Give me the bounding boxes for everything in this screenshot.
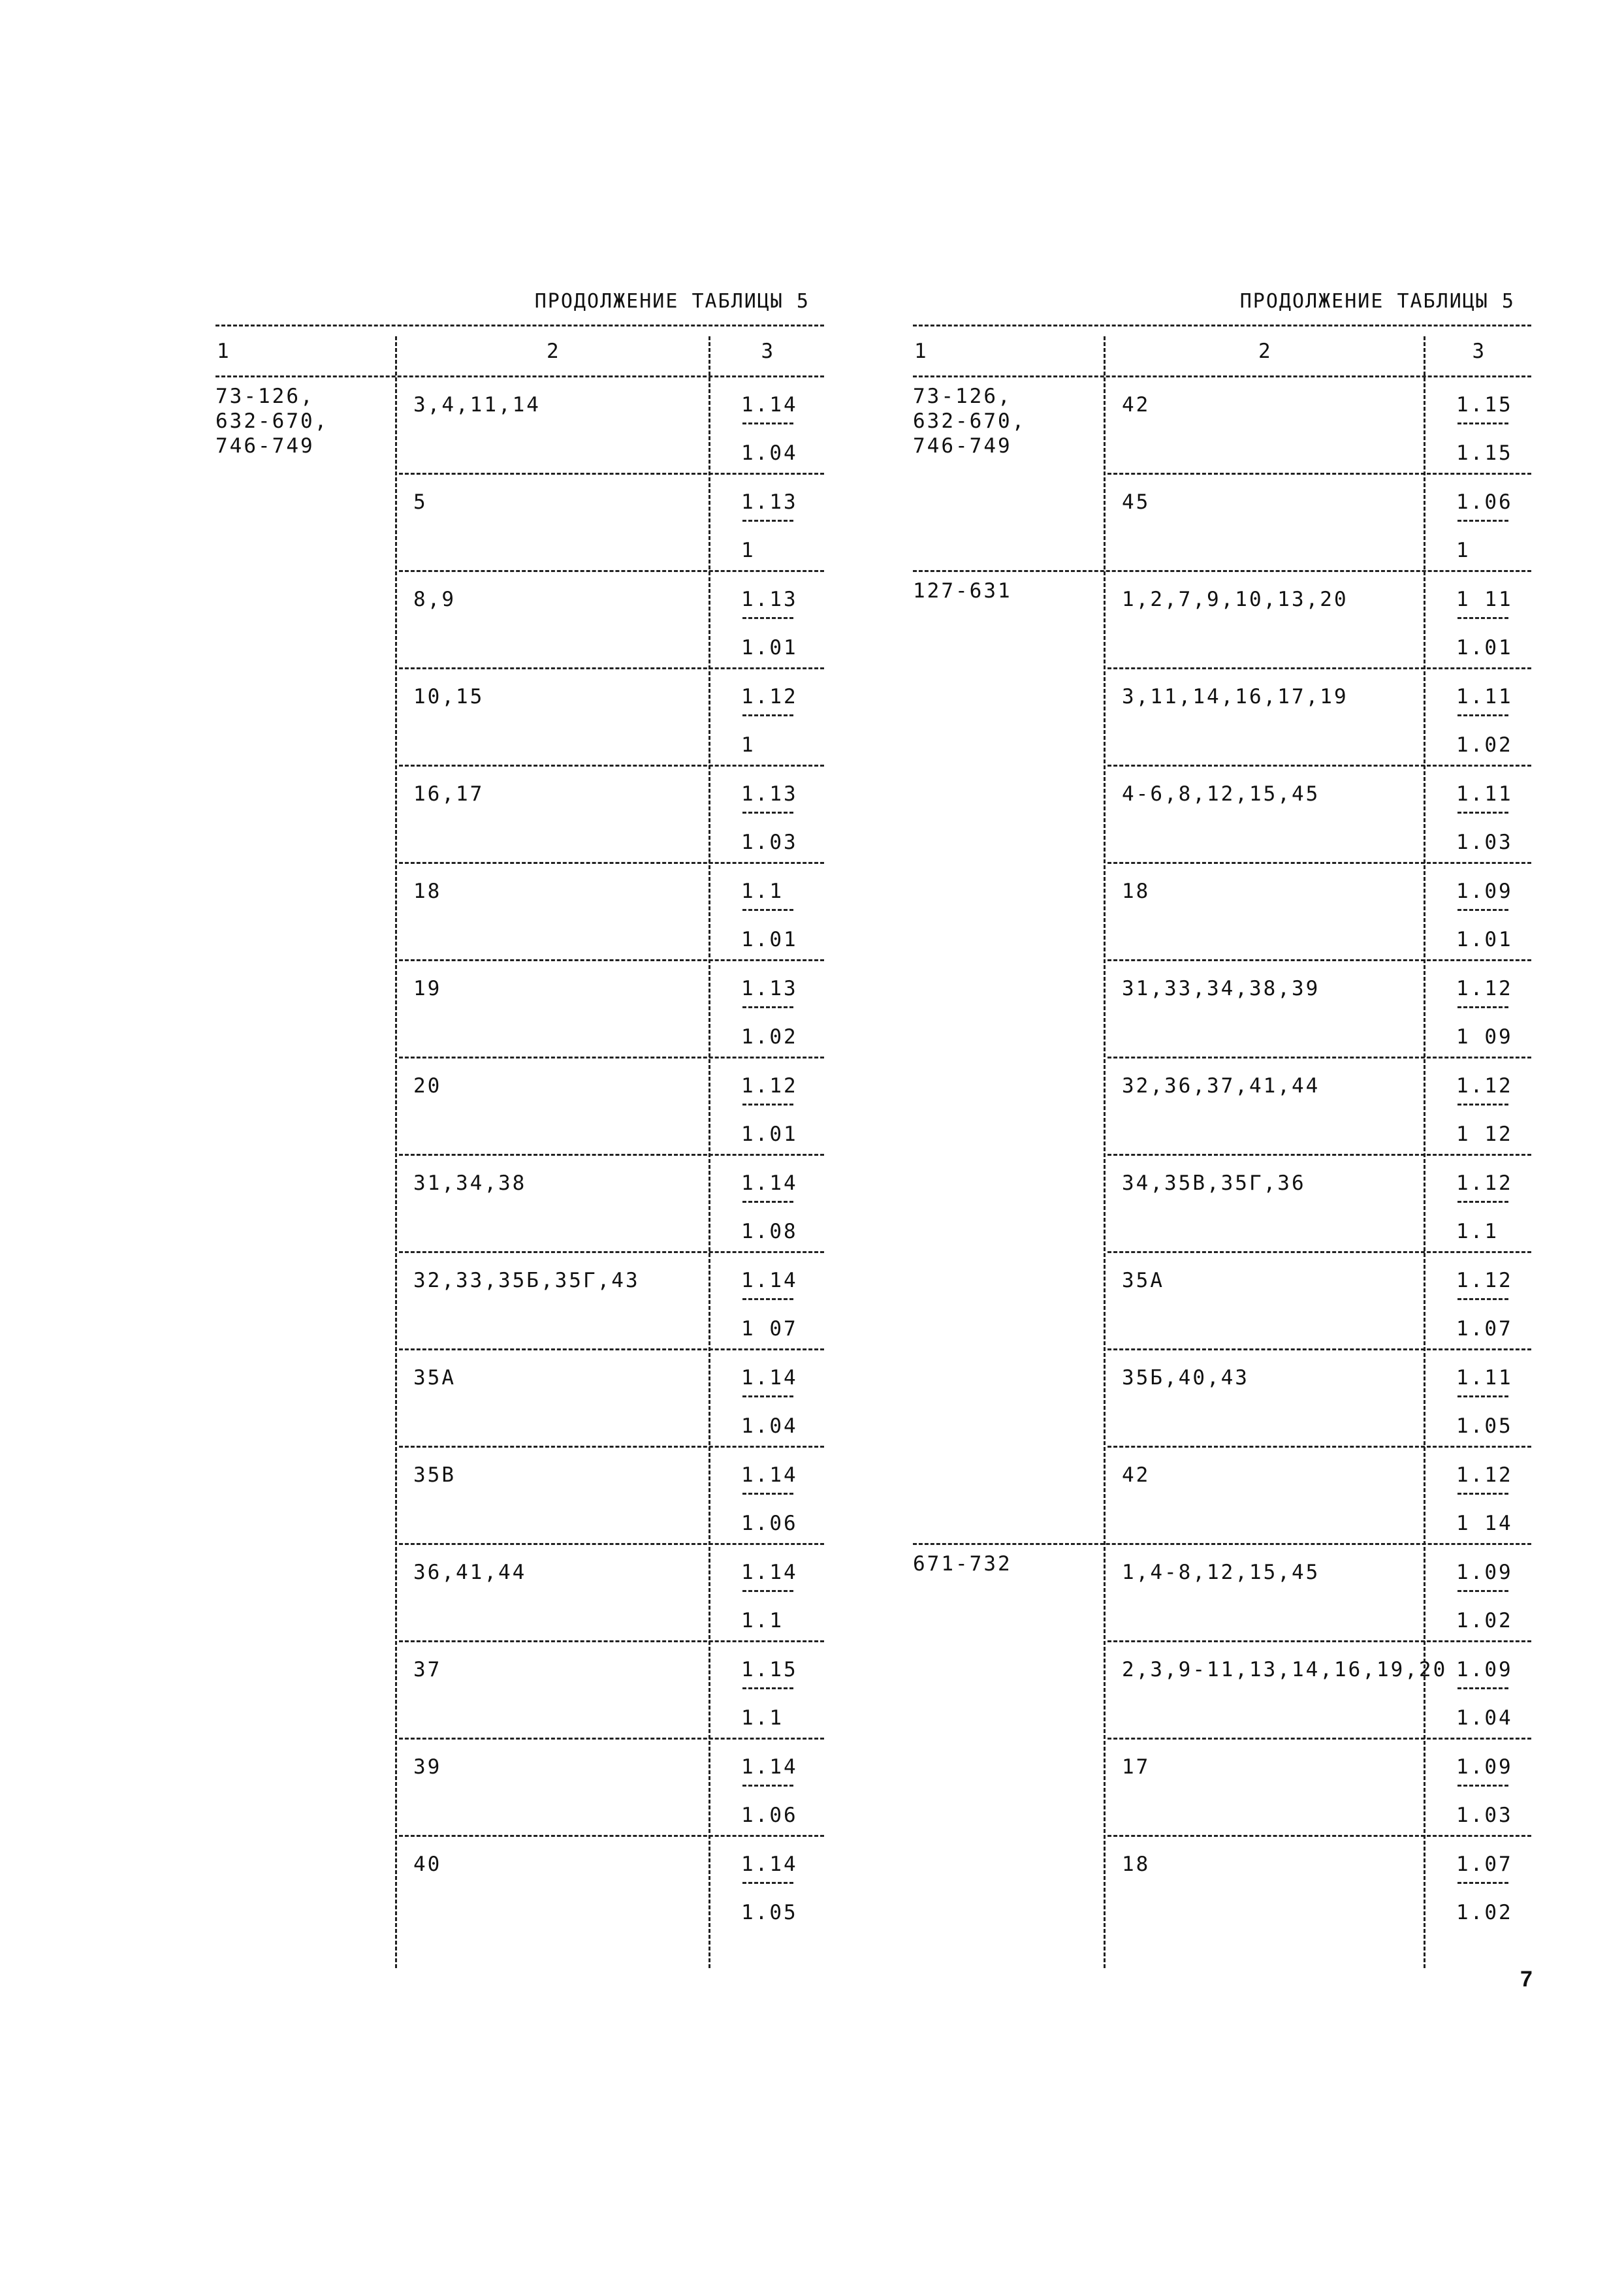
row-separator <box>399 765 824 767</box>
ratio-denominator: 1.1 <box>1456 1220 1499 1243</box>
ratio-bar <box>1457 909 1508 911</box>
ratio-denominator: 1 <box>741 733 756 757</box>
row-separator <box>1107 959 1531 961</box>
column-header-2: 2 <box>547 340 561 363</box>
ratio-numerator: 1.14 <box>741 1171 798 1195</box>
cell-column-2: 16,17 <box>413 782 485 806</box>
cell-column-2: 10,15 <box>413 685 485 708</box>
ratio-bar <box>742 1006 793 1008</box>
ratio-denominator: 1.05 <box>741 1901 798 1924</box>
ratio-numerator: 1.12 <box>1456 1171 1513 1195</box>
ratio-bar <box>1457 1006 1508 1008</box>
cell-column-2: 31,34,38 <box>413 1171 527 1195</box>
row-separator <box>399 1154 824 1156</box>
ratio-numerator: 1.1 <box>741 880 784 903</box>
ratio-bar <box>742 422 793 424</box>
ratio-denominator: 1.15 <box>1456 441 1513 465</box>
ratio-numerator: 1.09 <box>1456 1658 1513 1681</box>
ratio-denominator: 1 12 <box>1456 1122 1513 1146</box>
ratio-numerator: 1.12 <box>741 685 798 708</box>
ratio-numerator: 1.11 <box>1456 782 1513 806</box>
column-header-1: 1 <box>914 340 929 363</box>
ratio-denominator: 1.04 <box>1456 1706 1513 1730</box>
row-separator <box>1107 1640 1531 1642</box>
cell-column-2: 4-6,8,12,15,45 <box>1122 782 1320 806</box>
ratio-bar <box>1457 1882 1508 1884</box>
cell-column-2: 18 <box>1122 1853 1151 1876</box>
column-divider-2 <box>709 336 710 1968</box>
column-header-3: 3 <box>1472 340 1487 363</box>
ratio-numerator: 1.09 <box>1456 1755 1513 1779</box>
ratio-bar <box>1457 812 1508 814</box>
row-separator <box>1107 1057 1531 1058</box>
ratio-bar <box>742 1493 793 1495</box>
ratio-bar <box>1457 617 1508 619</box>
row-separator <box>399 570 824 572</box>
cell-column-2: 32,36,37,41,44 <box>1122 1074 1320 1098</box>
ratio-bar <box>742 1104 793 1106</box>
row-separator <box>399 1543 824 1545</box>
ratio-numerator: 1.09 <box>1456 1561 1513 1584</box>
ratio-bar <box>1457 520 1508 522</box>
ratio-denominator: 1.03 <box>1456 1804 1513 1827</box>
cell-column-2: 32,33,35Б,35Г,43 <box>413 1269 640 1292</box>
column-divider-1 <box>395 336 397 1968</box>
table-caption: ПРОДОЛЖЕНИЕ ТАБЛИЦЫ 5 <box>534 290 810 313</box>
cell-column-2: 1,4-8,12,15,45 <box>1122 1561 1320 1584</box>
ratio-numerator: 1.14 <box>741 1853 798 1876</box>
column-divider-1 <box>1104 336 1106 1968</box>
ratio-numerator: 1.15 <box>1456 393 1513 417</box>
ratio-numerator: 1.14 <box>741 1463 798 1487</box>
header-top-rule <box>215 325 824 326</box>
ratio-denominator: 1 07 <box>741 1317 798 1341</box>
ratio-numerator: 1.12 <box>1456 1269 1513 1292</box>
header-bottom-rule <box>913 375 1531 377</box>
row-separator <box>1107 667 1531 669</box>
ratio-denominator: 1.06 <box>741 1512 798 1535</box>
group-range-label: 73-126, 632-670, 746-749 <box>913 385 1027 458</box>
ratio-bar <box>1457 1395 1508 1397</box>
group-range-label: 73-126, 632-670, 746-749 <box>215 385 329 458</box>
ratio-numerator: 1.14 <box>741 1269 798 1292</box>
ratio-denominator: 1 14 <box>1456 1512 1513 1535</box>
ratio-bar <box>1457 1687 1508 1689</box>
ratio-denominator: 1 <box>1456 539 1471 562</box>
row-separator <box>1107 1835 1531 1837</box>
row-separator <box>399 1835 824 1837</box>
cell-column-2: 36,41,44 <box>413 1561 527 1584</box>
ratio-denominator: 1.08 <box>741 1220 798 1243</box>
row-separator <box>399 1251 824 1253</box>
ratio-denominator: 1 09 <box>1456 1025 1513 1049</box>
column-header-2: 2 <box>1258 340 1273 363</box>
ratio-bar <box>742 1298 793 1300</box>
header-top-rule <box>913 325 1531 326</box>
cell-column-2: 40 <box>413 1853 442 1876</box>
row-separator <box>399 1640 824 1642</box>
cell-column-2: 18 <box>1122 880 1151 903</box>
row-separator <box>399 1738 824 1740</box>
row-separator <box>399 1348 824 1350</box>
ratio-bar <box>1457 1298 1508 1300</box>
group-range-label: 671-732 <box>913 1552 1012 1576</box>
ratio-denominator: 1.02 <box>1456 1901 1513 1924</box>
row-separator <box>1107 862 1531 864</box>
ratio-bar <box>742 1882 793 1884</box>
ratio-denominator: 1.01 <box>1456 636 1513 660</box>
cell-column-2: 35В <box>413 1463 456 1487</box>
ratio-numerator: 1 11 <box>1456 588 1513 611</box>
row-separator <box>399 473 824 475</box>
ratio-denominator: 1.02 <box>1456 733 1513 757</box>
ratio-denominator: 1.02 <box>741 1025 798 1049</box>
ratio-denominator: 1.04 <box>741 441 798 465</box>
cell-column-2: 3,4,11,14 <box>413 393 541 417</box>
row-separator <box>399 667 824 669</box>
ratio-numerator: 1.12 <box>1456 977 1513 1000</box>
ratio-denominator: 1.06 <box>741 1804 798 1827</box>
ratio-bar <box>1457 1590 1508 1592</box>
ratio-numerator: 1.11 <box>1456 685 1513 708</box>
ratio-numerator: 1.09 <box>1456 880 1513 903</box>
ratio-bar <box>742 520 793 522</box>
ratio-numerator: 1.12 <box>1456 1074 1513 1098</box>
ratio-numerator: 1.11 <box>1456 1366 1513 1390</box>
ratio-bar <box>1457 1104 1508 1106</box>
header-bottom-rule <box>215 375 824 377</box>
ratio-numerator: 1.15 <box>741 1658 798 1681</box>
cell-column-2: 31,33,34,38,39 <box>1122 977 1320 1000</box>
ratio-denominator: 1.07 <box>1456 1317 1513 1341</box>
group-separator <box>913 570 1531 572</box>
cell-column-2: 1,2,7,9,10,13,20 <box>1122 588 1348 611</box>
cell-column-2: 42 <box>1122 1463 1151 1487</box>
ratio-numerator: 1.14 <box>741 1366 798 1390</box>
ratio-denominator: 1.01 <box>741 1122 798 1146</box>
cell-column-2: 8,9 <box>413 588 456 611</box>
ratio-bar <box>1457 1785 1508 1787</box>
ratio-numerator: 1.14 <box>741 1561 798 1584</box>
cell-column-2: 20 <box>413 1074 442 1098</box>
cell-column-2: 35Б,40,43 <box>1122 1366 1249 1390</box>
cell-column-2: 35А <box>413 1366 456 1390</box>
cell-column-2: 18 <box>413 880 442 903</box>
cell-column-2: 5 <box>413 490 428 514</box>
ratio-numerator: 1.12 <box>1456 1463 1513 1487</box>
ratio-numerator: 1.12 <box>741 1074 798 1098</box>
row-separator <box>399 1057 824 1058</box>
ratio-bar <box>742 812 793 814</box>
ratio-numerator: 1.13 <box>741 588 798 611</box>
cell-column-2: 34,35В,35Г,36 <box>1122 1171 1306 1195</box>
ratio-denominator: 1.05 <box>1456 1414 1513 1438</box>
ratio-denominator: 1.03 <box>1456 831 1513 854</box>
ratio-bar <box>742 714 793 716</box>
row-separator <box>399 862 824 864</box>
row-separator <box>1107 1251 1531 1253</box>
ratio-denominator: 1.02 <box>1456 1609 1513 1632</box>
ratio-denominator: 1.01 <box>741 928 798 951</box>
cell-column-2: 37 <box>413 1658 442 1681</box>
cell-column-2: 3,11,14,16,17,19 <box>1122 685 1348 708</box>
row-separator <box>1107 1348 1531 1350</box>
ratio-bar <box>1457 422 1508 424</box>
ratio-bar <box>742 1687 793 1689</box>
row-separator <box>399 1446 824 1448</box>
ratio-numerator: 1.06 <box>1456 490 1513 514</box>
cell-column-2: 17 <box>1122 1755 1151 1779</box>
cell-column-2: 39 <box>413 1755 442 1779</box>
ratio-numerator: 1.13 <box>741 977 798 1000</box>
ratio-bar <box>742 617 793 619</box>
ratio-numerator: 1.07 <box>1456 1853 1513 1876</box>
ratio-denominator: 1.04 <box>741 1414 798 1438</box>
column-header-1: 1 <box>217 340 231 363</box>
row-separator <box>399 959 824 961</box>
ratio-bar <box>1457 714 1508 716</box>
row-separator <box>1107 1738 1531 1740</box>
ratio-denominator: 1.1 <box>741 1706 784 1730</box>
ratio-numerator: 1.14 <box>741 1755 798 1779</box>
column-header-3: 3 <box>761 340 776 363</box>
page-number: 7 <box>1520 1967 1533 1992</box>
cell-column-2: 2,3,9-11,13,14,16,19,20 <box>1122 1658 1448 1681</box>
group-range-label: 127-631 <box>913 579 1012 603</box>
ratio-bar <box>742 1785 793 1787</box>
row-separator <box>1107 765 1531 767</box>
cell-column-2: 45 <box>1122 490 1151 514</box>
group-separator <box>913 1543 1531 1545</box>
column-divider-2 <box>1424 336 1425 1968</box>
ratio-numerator: 1.13 <box>741 490 798 514</box>
row-separator <box>1107 1154 1531 1156</box>
table-caption: ПРОДОЛЖЕНИЕ ТАБЛИЦЫ 5 <box>1239 290 1515 313</box>
cell-column-2: 35А <box>1122 1269 1164 1292</box>
cell-column-2: 42 <box>1122 393 1151 417</box>
ratio-denominator: 1.01 <box>741 636 798 660</box>
ratio-denominator: 1.03 <box>741 831 798 854</box>
row-separator <box>1107 473 1531 475</box>
cell-column-2: 19 <box>413 977 442 1000</box>
ratio-bar <box>742 1201 793 1203</box>
row-separator <box>1107 1446 1531 1448</box>
ratio-bar <box>742 1395 793 1397</box>
ratio-bar <box>742 1590 793 1592</box>
ratio-denominator: 1.01 <box>1456 928 1513 951</box>
ratio-denominator: 1 <box>741 539 756 562</box>
ratio-bar <box>742 909 793 911</box>
ratio-numerator: 1.14 <box>741 393 798 417</box>
ratio-numerator: 1.13 <box>741 782 798 806</box>
ratio-bar <box>1457 1201 1508 1203</box>
ratio-denominator: 1.1 <box>741 1609 784 1632</box>
ratio-bar <box>1457 1493 1508 1495</box>
